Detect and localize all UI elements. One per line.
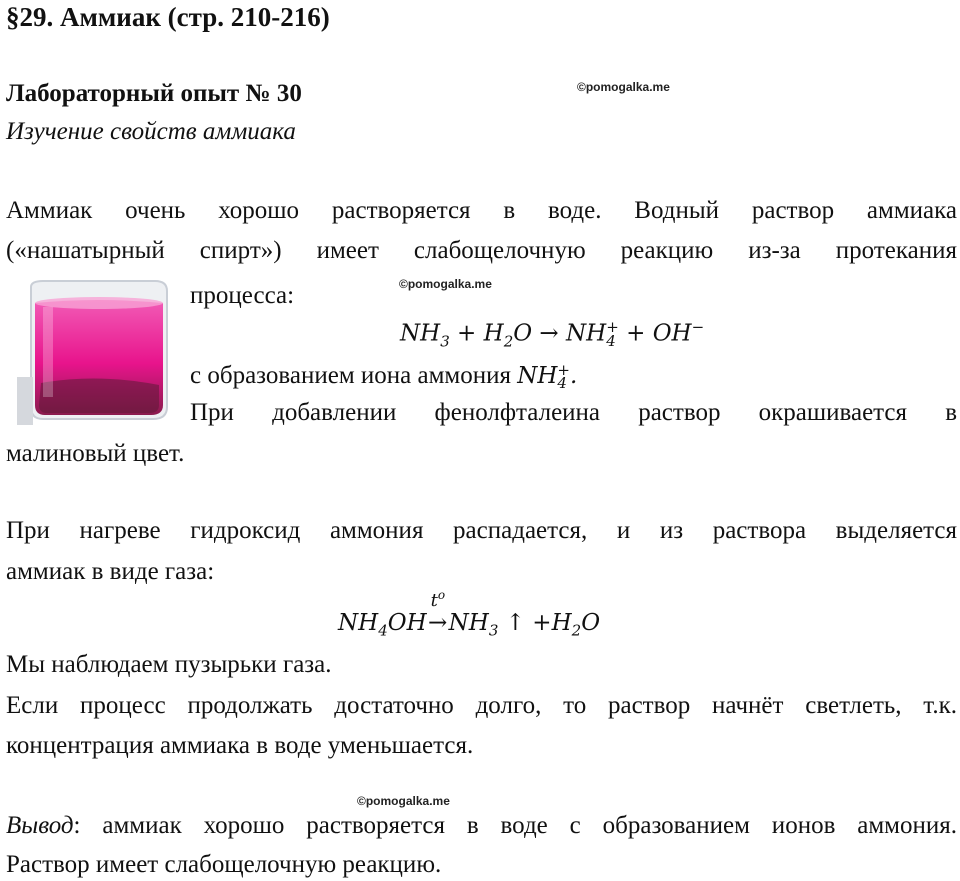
watermark: ©pomogalka.me bbox=[399, 277, 492, 291]
paragraph-line: Мы наблюдаем пузырьки газа. bbox=[6, 651, 332, 678]
paragraph-line: малиновый цвет. bbox=[6, 440, 185, 467]
watermark: ©pomogalka.me bbox=[357, 794, 450, 808]
beaker-image bbox=[17, 277, 177, 425]
equation-decomposition: $NH_4OH$ $t^o$ $\to NH_3$ ↑ $+H_2O$ bbox=[338, 588, 601, 640]
conclusion-line: Раствор имеет слабощелочную реакцию. bbox=[6, 851, 442, 878]
watermark: ©pomogalka.me bbox=[577, 80, 670, 94]
conclusion-label: Вывод bbox=[6, 812, 74, 839]
page-title: §29. Аммиак (стр. 210-216) bbox=[6, 2, 330, 32]
paragraph-line: аммиак в виде газа: bbox=[6, 558, 215, 585]
paragraph-line: Если процесс продолжать достаточно долго, то раствор начнёт светлеть, т.к. bbox=[6, 692, 957, 719]
paragraph-line: процесса: bbox=[190, 282, 295, 309]
equation-ammonia-water: $NH_3 + H_2O$ → NH + 4 + OH− bbox=[400, 318, 705, 351]
lab-subtitle: Изучение свойств аммиака bbox=[6, 118, 296, 145]
paragraph-line: Аммиак очень хорошо растворяется в воде. Водный раствор аммиака bbox=[6, 197, 957, 224]
ion-formula: NH + 4 . bbox=[517, 360, 578, 392]
paragraph-line: При нагреве гидроксид аммония распадается, и из раствора выделяется bbox=[6, 517, 957, 544]
lab-heading: Лабораторный опыт № 30 bbox=[6, 80, 302, 107]
paragraph-line: При добавлении фенолфталеина раствор окрашивается в bbox=[190, 399, 957, 426]
paragraph-line: с образованием иона аммония NH + 4 . bbox=[190, 360, 578, 392]
paragraph-line: («нашатырный спирт») имеет слабощелочную реакцию из-за протекания bbox=[6, 237, 957, 264]
paragraph-line: концентрация аммиака в воде уменьшается. bbox=[6, 732, 474, 759]
conclusion-line: Вывод: аммиак хорошо растворяется в воде с образованием ионов аммония. bbox=[6, 812, 957, 839]
